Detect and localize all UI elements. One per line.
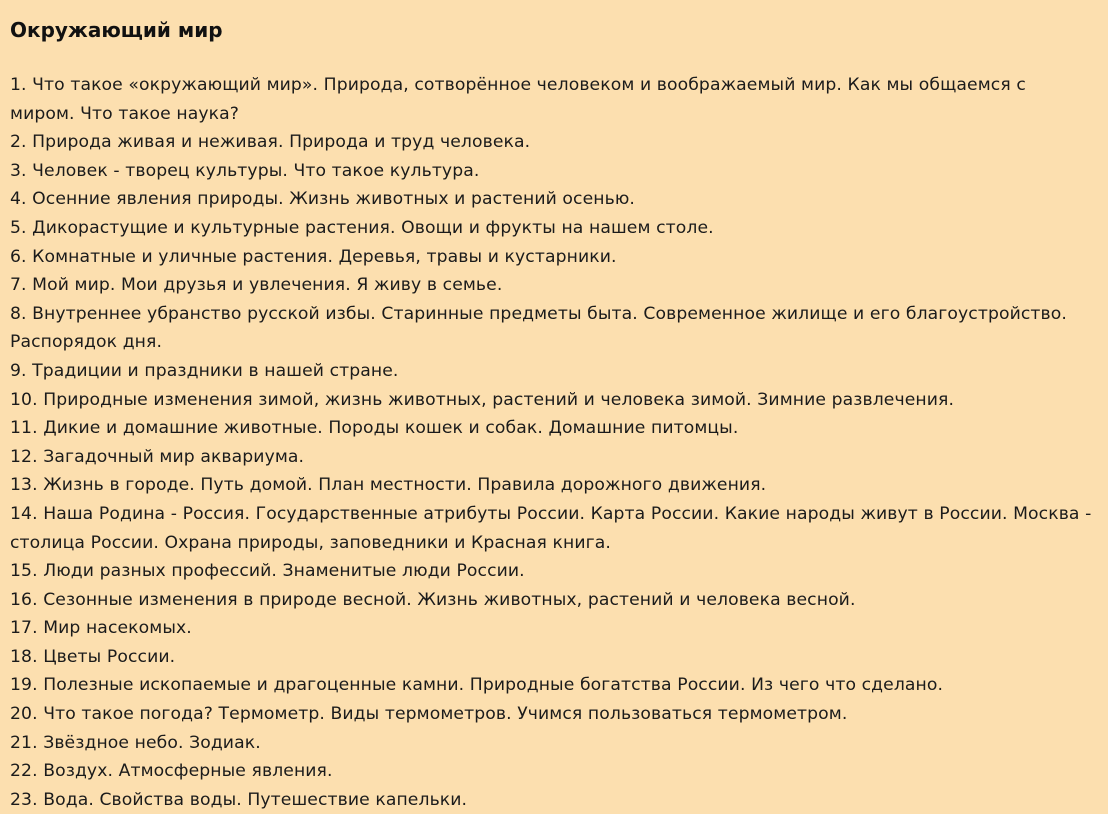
list-item: 6. Комнатные и уличные растения. Деревья, травы и кустарники. <box>10 246 617 267</box>
list-item: 11. Дикие и домашние животные. Породы кошек и собак. Домашние питомцы. <box>10 418 739 439</box>
list-item: 12. Загадочный мир аквариума. <box>10 446 305 467</box>
list-item: 5. Дикорастущие и культурные растения. Овощи и фрукты на нашем столе. <box>10 217 714 238</box>
list-item: 4. Осенние явления природы. Жизнь животных и растений осенью. <box>10 189 635 210</box>
list-item: 23. Вода. Свойства воды. Путешествие капельки. <box>10 789 468 810</box>
list-item: 8. Внутреннее убранство русской избы. Старинные предметы быта. Современное жилище и его благоустройство. Распорядок дня. <box>10 303 1067 353</box>
list-item: 1. Что такое «окружающий мир». Природа, сотворённое человеком и воображаемый мир. Как мы общаемся с миром. Что такое наука? <box>10 75 1026 124</box>
list-item: 18. Цветы России. <box>10 646 176 667</box>
list-item: 22. Воздух. Атмосферные явления. <box>10 761 333 782</box>
list-item: 17. Мир насекомых. <box>10 618 192 639</box>
topic-list <box>6 71 1096 814</box>
list-item: 13. Жизнь в городе. Путь домой. План местности. Правила дорожного движения. <box>10 475 767 496</box>
list-item: 10. Природные изменения зимой, жизнь животных, растений и человека зимой. Зимние развлечения. <box>10 389 955 410</box>
list-item: 7. Мой мир. Мои друзья и увлечения. Я живу в семье. <box>10 275 503 296</box>
list-item: 19. Полезные ископаемые и драгоценные камни. Природные богатства России. Из чего что сделано. <box>10 675 944 696</box>
list-item: 9. Традиции и праздники в нашей стране. <box>10 360 399 381</box>
list-item: 20. Что такое погода? Термометр. Виды термометров. Учимся пользоваться термометром. <box>10 704 848 725</box>
list-item: 16. Сезонные изменения в природе весной. Жизнь животных, растений и человека весной. <box>10 589 856 610</box>
title-list-spacer <box>6 42 1096 71</box>
page-title: Окружающий мир <box>10 18 223 42</box>
list-item: 21. Звёздное небо. Зодиак. <box>10 732 261 753</box>
list-item: 3. Человек - творец культуры. Что такое культура. <box>10 160 480 181</box>
list-item: 15. Люди разных профессий. Знаменитые люди России. <box>10 561 525 582</box>
list-item: 14. Наша Родина - Россия. Государственные атрибуты России. Карта России. Какие народы живут в России. Москва - столица России. Охрана природы, заповедники и Красная книга. <box>10 503 1092 553</box>
list-item: 2. Природа живая и неживая. Природа и труд человека. <box>10 132 531 153</box>
